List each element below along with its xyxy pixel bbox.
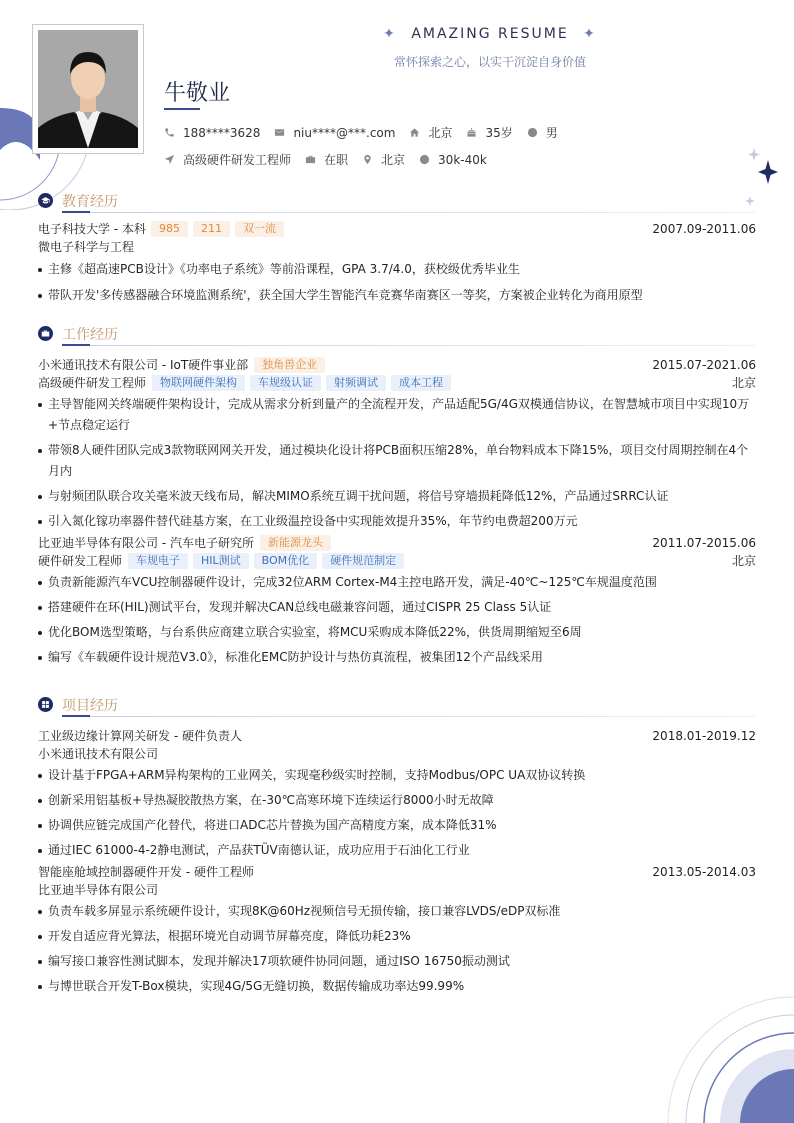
section-divider	[62, 212, 756, 213]
skill-tag: 成本工程	[391, 375, 451, 391]
bottom-right-decoration	[664, 993, 794, 1123]
company-tag: 新能源龙头	[260, 535, 331, 551]
list-item: 带领8人硬件团队完成3款物联网网关开发，通过模块化设计将PCB面积压缩28%，单台物料成本下降15%，项目交付周期控制在4个月内	[38, 440, 756, 482]
section-title: 教育经历	[62, 194, 118, 210]
job-target-value: 高级硬件研发工程师	[183, 153, 292, 167]
sparkle-icon: ✦	[383, 26, 397, 42]
company-row	[38, 356, 756, 374]
list-item: 开发自适应背光算法，根据环境光自动调节屏幕亮度，降低功耗23%	[38, 926, 756, 947]
company-name: 小米通讯技术有限公司 - IoT硬件事业部	[38, 358, 249, 372]
projects-section	[38, 694, 756, 999]
project-org-row	[38, 745, 756, 763]
school-tag: 双一流	[235, 221, 284, 237]
section-divider-accent	[62, 715, 90, 717]
status-value: 在职	[324, 153, 349, 167]
work-location: 北京	[731, 376, 756, 390]
role: 高级硬件研发工程师	[38, 376, 147, 390]
cake-icon	[466, 127, 477, 138]
section-title: 工作经历	[62, 327, 118, 343]
list-item: 设计基于FPGA+ARM异构架构的工业网关，实现毫秒级实时控制，支持Modbus/OPC UA双协议转换	[38, 765, 756, 786]
phone-item	[164, 126, 260, 140]
work-date: 2015.07-2021.06	[652, 358, 756, 372]
company-tag: 独角兽企业	[254, 357, 325, 373]
skill-tag: 硬件规范制定	[322, 553, 404, 569]
email-item	[274, 126, 395, 140]
list-item: 编写接口兼容性测试脚本，发现并解决17项软硬件协同问题，通过ISO 16750振动测试	[38, 951, 756, 972]
list-item: 引入氮化镓功率器件替代硅基方案，在工业级温控设备中实现能效提升35%，年节约电费超200万元	[38, 511, 756, 532]
role-group	[38, 374, 451, 392]
project-date: 2013.05-2014.03	[652, 865, 756, 879]
school-name: 电子科技大学 - 本科	[38, 222, 146, 236]
company-name: 比亚迪半导体有限公司 - 汽车电子研究所	[38, 536, 254, 550]
role-row	[38, 374, 756, 392]
list-item: 通过IEC 61000-4-2静电测试，产品获TÜV南德认证，成功应用于石油化工行业	[38, 840, 756, 861]
project-bullets	[38, 765, 756, 861]
sparkle-icon: ✦	[583, 26, 597, 42]
role-row	[38, 552, 756, 570]
education-date: 2007.09-2011.06	[652, 222, 756, 236]
work-header	[38, 323, 756, 347]
list-item: 与射频团队联合攻关毫米波天线布局，解决MIMO系统互调干扰问题，将信号穿墙损耗降低12%，产品通过SRRC认证	[38, 486, 756, 507]
project-entry	[38, 727, 756, 861]
role-group	[38, 552, 404, 570]
school-tag: 211	[193, 221, 230, 237]
section-title: 项目经历	[62, 698, 118, 714]
company-group	[38, 356, 325, 374]
hometown-item	[409, 124, 452, 141]
education-section	[38, 190, 756, 308]
status-item	[305, 151, 348, 168]
work-entry	[38, 534, 756, 668]
work-date: 2011.07-2015.06	[652, 536, 756, 550]
age-value: 35岁	[485, 126, 513, 140]
education-row	[38, 220, 756, 238]
list-item: 主修《超高速PCB设计》《功率电子系统》等前沿课程，GPA 3.7/4.0，获校级优秀毕业生	[38, 259, 756, 280]
avatar-portrait	[38, 30, 138, 148]
school-tag: 985	[151, 221, 188, 237]
work-entry	[38, 356, 756, 532]
project-org: 小米通讯技术有限公司	[38, 747, 159, 761]
hometown-value: 北京	[428, 126, 453, 140]
city-value: 北京	[381, 153, 406, 167]
brand-title	[360, 26, 620, 42]
salary-value: 30k-40k	[438, 152, 487, 167]
skill-tag: 物联网硬件架构	[152, 375, 245, 391]
project-row	[38, 727, 756, 745]
major-row	[38, 238, 756, 256]
work-bullets	[38, 394, 756, 532]
slogan: 常怀探索之心，以实干沉淀自身价值	[393, 55, 586, 69]
job-row	[164, 151, 501, 168]
work-bullets	[38, 572, 756, 668]
list-item: 负责新能源汽车VCU控制器硬件设计，完成32位ARM Cortex-M4主控电路开发，满足-40℃~125℃车规温度范围	[38, 572, 756, 593]
skill-tag: 车规电子	[128, 553, 188, 569]
contact-row	[164, 124, 572, 141]
role: 硬件研发工程师	[38, 554, 123, 568]
skill-tag: 射频调试	[326, 375, 386, 391]
company-row	[38, 534, 756, 552]
section-divider	[62, 716, 756, 717]
list-item: 带队开发'多传感器融合环境监测系统'，获全国大学生智能汽车竞赛华南赛区一等奖，方案被企业转化为商用原型	[38, 285, 756, 306]
education-header	[38, 190, 756, 214]
job-target-item	[164, 151, 291, 168]
briefcase-icon	[305, 154, 316, 165]
project-org-row	[38, 881, 756, 899]
brand-text: AMAZING RESUME	[411, 26, 569, 42]
work-location: 北京	[731, 554, 756, 568]
skill-tag: HIL测试	[193, 553, 249, 569]
list-item: 搭建硬件在环(HIL)测试平台，发现并解决CAN总线电磁兼容问题，通过CISPR 25 Class 5认证	[38, 597, 756, 618]
list-item: 创新采用铝基板+导热凝胶散热方案，在-30℃高寒环境下连续运行8000小时无故障	[38, 790, 756, 811]
salary-item	[419, 153, 487, 167]
section-divider	[62, 345, 756, 346]
project-name: 工业级边缘计算网关研发 - 硬件负责人	[38, 729, 242, 743]
project-entry	[38, 863, 756, 997]
work-section	[38, 323, 756, 670]
avatar-frame	[32, 24, 144, 154]
name-underline	[164, 108, 200, 110]
company-group	[38, 534, 331, 552]
phone-icon	[164, 127, 175, 138]
section-divider-accent	[62, 211, 90, 213]
list-item: 主导智能网关终端硬件架构设计，完成从需求分析到量产的全流程开发，产品适配5G/4G双模通信协议，在智慧城市项目中实现10万+节点稳定运行	[38, 394, 756, 436]
user-icon	[527, 127, 538, 138]
grid-icon	[38, 697, 53, 712]
projects-header	[38, 694, 756, 718]
project-org: 比亚迪半导体有限公司	[38, 883, 159, 897]
list-item: 与博世联合开发T-Box模块，实现4G/5G无缝切换，数据传输成功率达99.99%	[38, 976, 756, 997]
list-item: 协调供应链完成国产化替代，将进口ADC芯片替换为国产高精度方案，成本降低31%	[38, 815, 756, 836]
mail-icon	[274, 127, 285, 138]
skill-tag: 车规级认证	[250, 375, 321, 391]
education-entry	[38, 220, 756, 306]
money-icon	[419, 154, 430, 165]
graduation-cap-icon	[38, 193, 53, 208]
home-icon	[409, 127, 420, 138]
location-icon	[362, 154, 373, 165]
age-item	[466, 124, 512, 141]
briefcase-icon	[38, 326, 53, 341]
city-item	[362, 151, 405, 168]
send-icon	[164, 154, 175, 165]
email-value: niu****@***.com	[293, 125, 396, 140]
project-date: 2018.01-2019.12	[652, 729, 756, 743]
gender-item	[527, 124, 558, 141]
major: 微电子科学与工程	[38, 240, 135, 254]
list-item: 编写《车载硬件设计规范V3.0》，标准化EMC防护设计与热仿真流程，被集团12个产品线采用	[38, 647, 756, 668]
list-item: 负责车载多屏显示系统硬件设计，实现8K@60Hz视频信号无损传输，接口兼容LVDS/eDP双标准	[38, 901, 756, 922]
project-name: 智能座舱域控制器硬件开发 - 硬件工程师	[38, 865, 254, 879]
project-row	[38, 863, 756, 881]
education-school-group	[38, 220, 284, 238]
education-bullets	[38, 259, 756, 306]
project-bullets	[38, 901, 756, 997]
gender-value: 男	[545, 126, 558, 140]
candidate-name: 牛敬业	[164, 81, 231, 106]
skill-tag: BOM优化	[254, 553, 318, 569]
phone-value: 188****3628	[183, 125, 261, 140]
section-divider-accent	[62, 344, 90, 346]
avatar	[38, 30, 138, 148]
list-item: 优化BOM选型策略，与台系供应商建立联合实验室，将MCU采购成本降低22%，供货周期缩短至6周	[38, 622, 756, 643]
